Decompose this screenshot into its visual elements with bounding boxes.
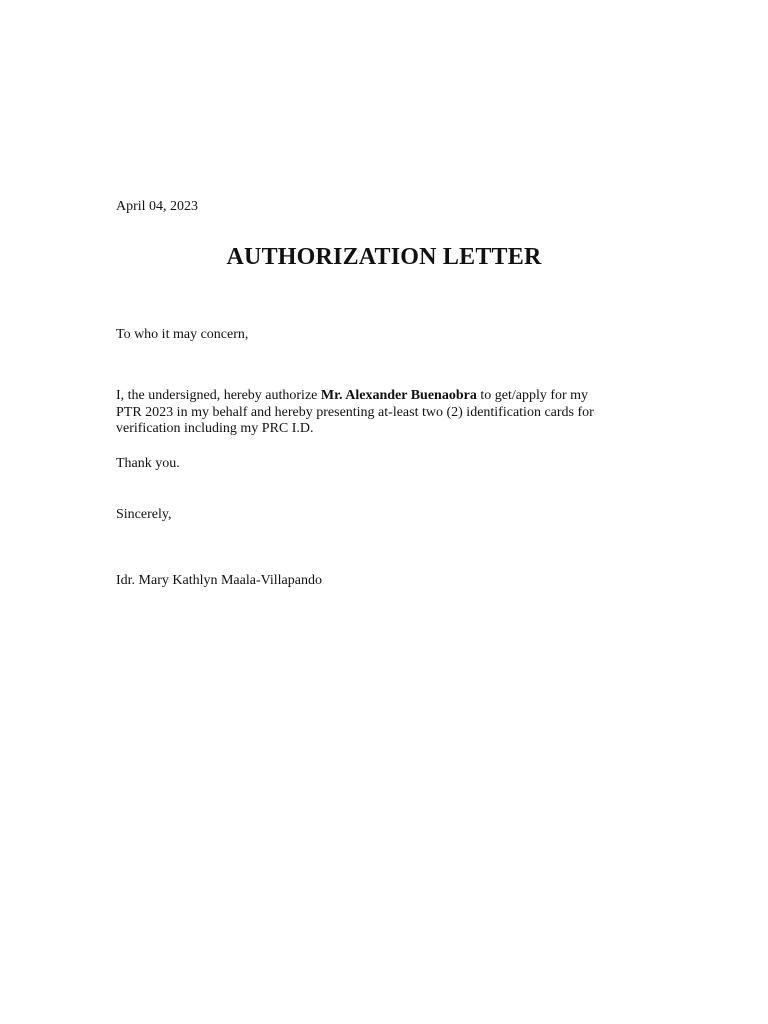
- salutation: To who it may concern,: [116, 327, 249, 342]
- signatory-name: Idr. Mary Kathlyn Maala-Villapando: [116, 573, 322, 588]
- body-line-2: PTR 2023 in my behalf and hereby presenting at-least two (2) identification cards for: [116, 404, 594, 420]
- body-line-3: verification including my PRC I.D.: [116, 421, 314, 436]
- body-line-1: [116, 388, 656, 405]
- letter-date: April 04, 2023: [116, 199, 199, 214]
- body-text-before-name: I, the undersigned, hereby authorize: [116, 388, 321, 403]
- letter-body: [116, 388, 656, 438]
- letter-title: AUTHORIZATION LETTER: [226, 244, 542, 270]
- closing-line: Sincerely,: [116, 507, 172, 522]
- authorized-person-name: Mr. Alexander Buenaobra: [320, 388, 477, 403]
- body-text-after-name: to get/apply for my: [476, 388, 589, 403]
- thank-you-line: Thank you.: [116, 456, 180, 471]
